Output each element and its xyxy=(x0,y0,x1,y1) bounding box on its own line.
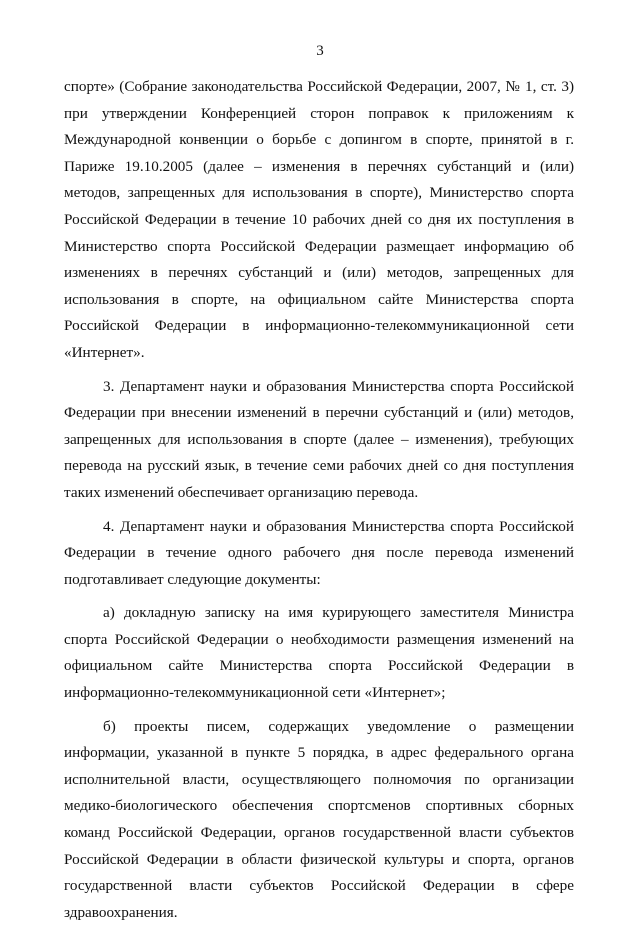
paragraph-continuation: спорте» (Собрание законодательства Российской Федерации, 2007, № 1, ст. 3) при утверждении Конференцией сторон поправок к приложениям к Международной конвенции о борьбе с допингом в спорте, принятой в г. Париже 19.10.2005 (далее – изменения в перечнях субстанций и (или) методов, запрещенных для использования в спорте), Министерство спорта Российской Федерации в течение 10 рабочих дней со дня их поступления в Министерство спорта Российской Федерации размещает информацию об изменениях в перечнях субстанций и (или) методов, запрещенных для использования в спорте, на официальном сайте Министерства спорта Российской Федерации в информационно-телекоммуникационной сети «Интернет». xyxy=(64,78,574,361)
paragraph-subitem-b: б) проекты писем, содержащих уведомление о размещении информации, указанной в пункте 5 порядка, в адрес федерального органа исполнительной власти, осуществляющего полномочия по организации медико-биологического обеспечения спортсменов спортивных сборных команд Российской Федерации, органов государственной власти субъектов Российской Федерации в области физической культуры и спорта, органов государственной власти субъектов Российской Федерации в сфере здравоохранения. xyxy=(64,717,574,921)
paragraph-subitem-a: а) докладную записку на имя курирующего заместителя Министра спорта Российской Федерации о необходимости размещения изменений на официальном сайте Министерства спорта Российской Федерации в информационно-телекоммуникационной сети «Интернет»; xyxy=(64,604,574,702)
document-body xyxy=(64,74,574,926)
paragraph-item-4: 4. Департамент науки и образования Министерства спорта Российской Федерации в течение одного рабочего дня после перевода изменений подготавливает следующие документы: xyxy=(64,517,574,588)
page-number: 3 xyxy=(316,43,324,59)
paragraph-item-3: 3. Департамент науки и образования Министерства спорта Российской Федерации при внесении изменений в перечни субстанций и (или) методов, запрещенных для использования в спорте (далее – изменения), требующих перевода на русский язык, в течение семи рабочих дней со дня поступления таких изменений обеспечивает организацию перевода. xyxy=(64,377,574,501)
